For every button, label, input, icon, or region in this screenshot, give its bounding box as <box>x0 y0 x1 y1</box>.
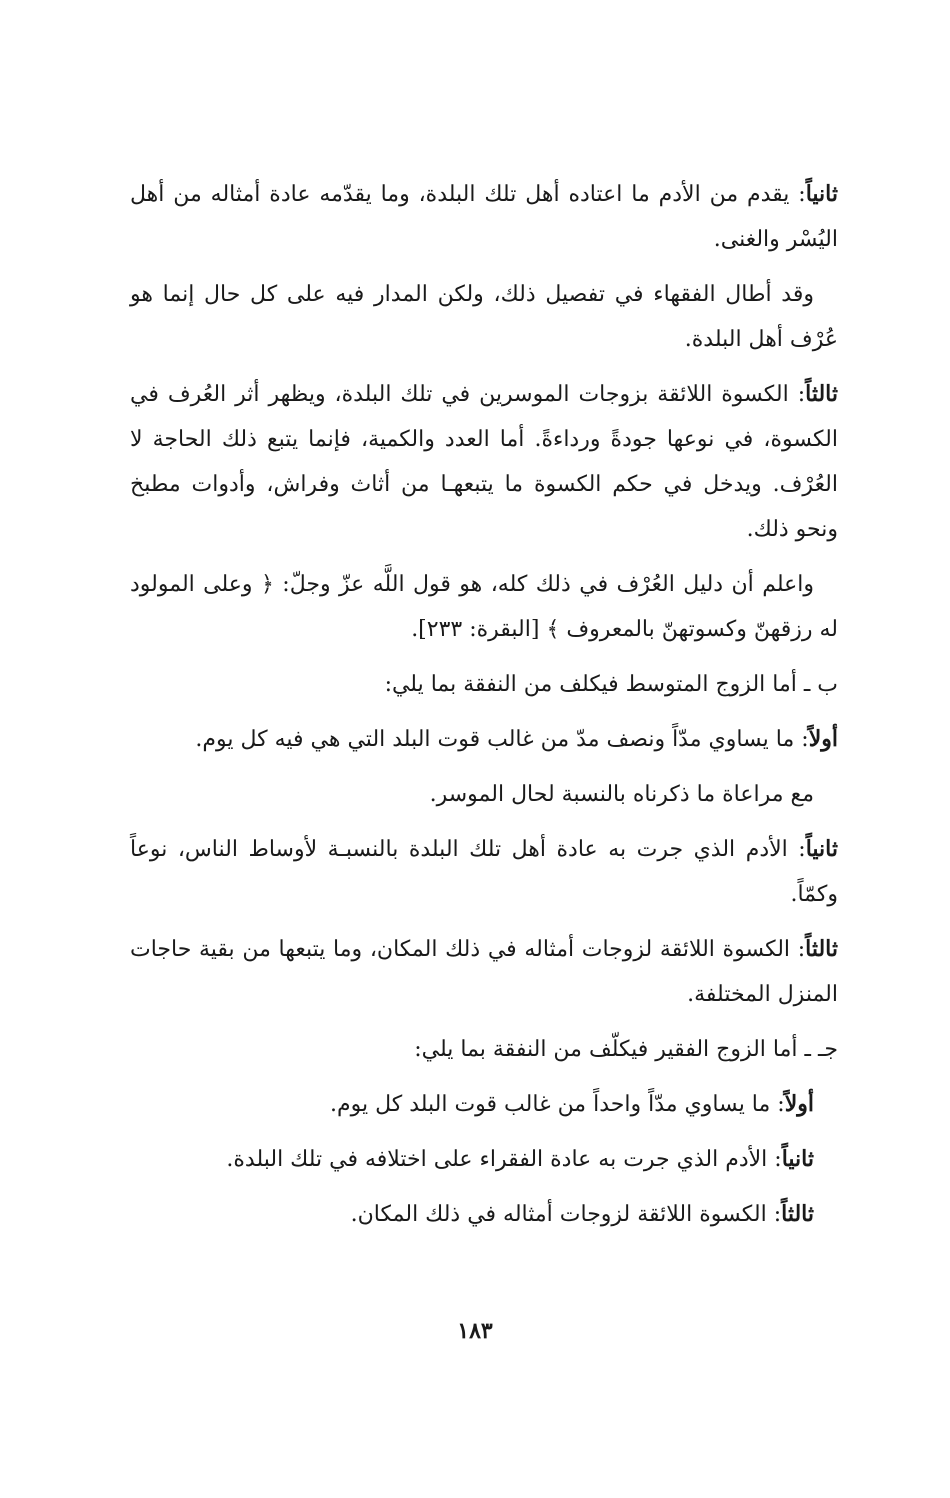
paragraph-text: : الكسوة اللائقة بزوجات الموسرين في تلك البلدة، ويظهر أثر العُرف في الكسوة، في نوعها جودةً ورداءةً. أما العدد والكمية، فإنما يتبع ذلك الحاجة لا العُرْف. ويدخل في حكم الكسوة ما يتبعهـا من أثاث وفراش، وأدوات مطبخ ونحو ذلك. <box>130 382 838 542</box>
paragraph-text: مع مراعاة ما ذكرناه بالنسبة لحال الموسر. <box>429 782 814 807</box>
paragraph-text: : الأدم الذي جرت به عادة الفقراء على اختلافه في تلك البلدة. <box>226 1147 782 1172</box>
paragraph-text: : ما يساوي مدّاً واحداً من غالب قوت البلد كل يوم. <box>329 1092 785 1117</box>
paragraph-awwalan-mutawassit <box>130 717 838 762</box>
paragraph-thalithan-kiswa <box>130 372 838 552</box>
paragraph-text: : يقدم من الأدم ما اعتاده أهل تلك البلدة، وما يقدّمه عادة أمثاله من أهل اليُسْر والغنى. <box>130 182 838 252</box>
paragraph-thalithan-faqir <box>130 1192 838 1237</box>
paragraph-text: واعلم أن دليل العُرْف في ذلك كله، هو قول اللَّه عزّ وجلّ: ﴿ وعلى المولود له رزقهنّ وكسوتهنّ بالمعروف ﴾ [البقرة: ٢٣٣]. <box>130 572 838 642</box>
paragraph-thaniyan-faqir <box>130 1137 838 1182</box>
paragraph-fuqaha <box>130 272 838 362</box>
body-text <box>130 172 838 1247</box>
paragraph-dalil-urf <box>130 562 838 652</box>
paragraph-lead: ثالثاً <box>805 936 838 962</box>
paragraph-lead: ثانياً <box>781 1146 814 1172</box>
paragraph-text: وقد أطال الفقهاء في تفصيل ذلك، ولكن المدار فيه على كل حال إنما هو عُرْف أهل البلدة. <box>130 282 838 352</box>
paragraph-text: : الكسوة اللائقة لزوجات أمثاله في ذلك المكان، وما يتبعها من بقية حاجات المنزل المختلفة. <box>130 937 838 1007</box>
paragraph-text: ب ـ أما الزوج المتوسط فيكلف من النفقة بما يلي: <box>384 672 838 697</box>
paragraph-thaniyan-mutawassit <box>130 827 838 917</box>
paragraph-lead: ثالثاً <box>781 1201 814 1227</box>
paragraph-lead: ثانياً <box>805 836 838 862</box>
paragraph-lead: ثالثاً <box>805 381 838 407</box>
paragraph-text: : الكسوة اللائقة لزوجات أمثاله في ذلك المكان. <box>350 1202 782 1227</box>
paragraph-text: : الأدم الذي جرت به عادة أهل تلك البلدة بالنسبـة لأوساط الناس، نوعاً وكمّاً. <box>130 837 838 907</box>
paragraph-muraat <box>130 772 838 817</box>
paragraph-text: جـ ـ أما الزوج الفقير فيكلّف من النفقة بما يلي: <box>414 1037 838 1062</box>
paragraph-lead: أولاً <box>784 1091 814 1117</box>
paragraph-lead: ثانياً <box>805 181 838 207</box>
paragraph-lead: أولاً <box>808 726 838 752</box>
paragraph-text: : ما يساوي مدّاً ونصف مدّ من غالب قوت البلد التي هي فيه كل يوم. <box>195 727 809 752</box>
paragraph-thaniyan-adm <box>130 172 838 262</box>
page-number: ١٨٣ <box>457 1318 493 1344</box>
paragraph-awwalan-faqir <box>130 1082 838 1127</box>
section-heading-mutawassit <box>130 662 838 707</box>
section-heading-faqir <box>130 1027 838 1072</box>
paragraph-thalithan-mutawassit <box>130 927 838 1017</box>
